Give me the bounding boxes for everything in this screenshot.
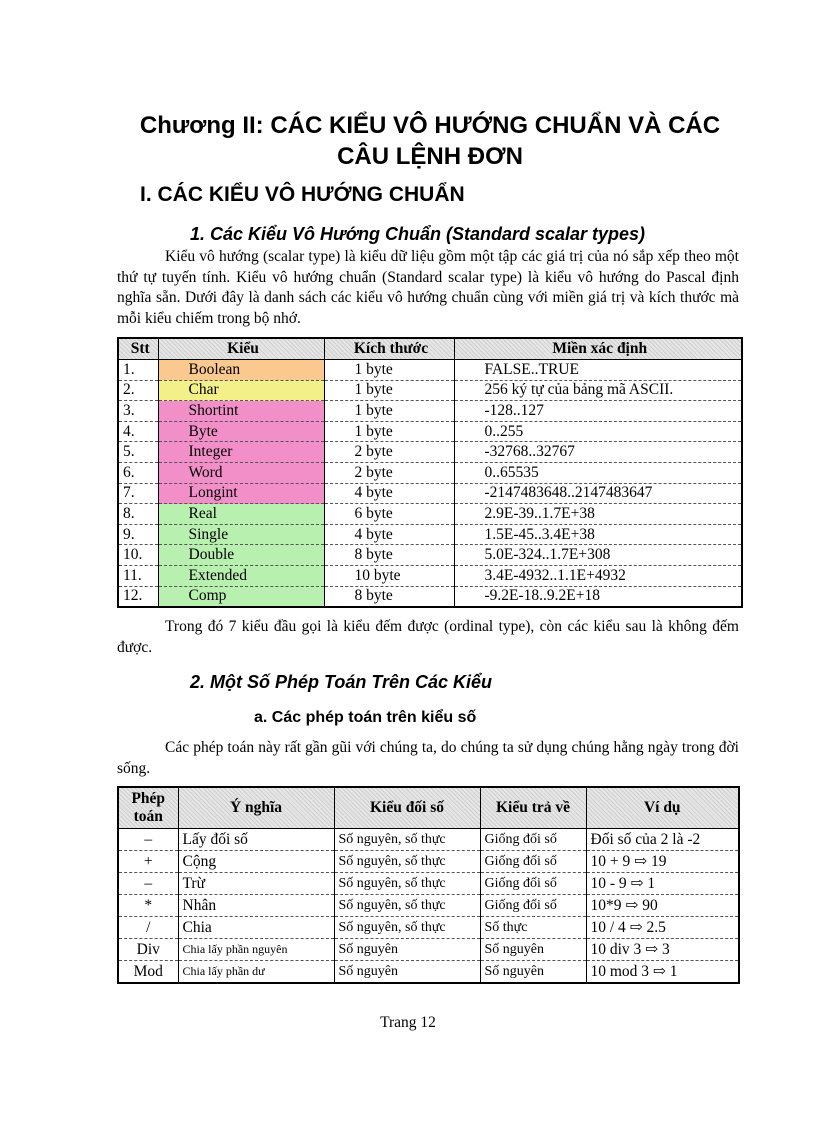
result-type-cell: Giống đối số — [480, 895, 586, 917]
table-row — [118, 483, 742, 504]
result-type-cell: Giống đối số — [480, 851, 586, 873]
operand-type-cell: Số nguyên, số thực — [334, 895, 480, 917]
header-y-nghia: Ý nghĩa — [178, 787, 334, 829]
result-type-cell: Số nguyên — [480, 939, 586, 961]
type-name-cell: Word — [158, 462, 324, 483]
operations-paragraph — [117, 738, 739, 779]
type-name-cell: Shortint — [158, 401, 324, 422]
table-row — [118, 401, 742, 422]
range-cell: 0..255 — [454, 421, 742, 442]
stt-cell: 11. — [118, 565, 158, 586]
size-cell: 10 byte — [324, 565, 454, 586]
subsection-2a-title: a. Các phép toán trên kiểu số — [254, 709, 477, 726]
operator-cell: Div — [118, 939, 178, 961]
stt-cell: 12. — [118, 586, 158, 607]
range-cell: 5.0E-324..1.7E+308 — [454, 545, 742, 566]
chapter-title-line2: CÂU LỆNH ĐƠN — [337, 143, 523, 170]
range-cell: 0..65535 — [454, 462, 742, 483]
meaning-cell: Chia lấy phần nguyên — [178, 939, 334, 961]
table-row — [118, 565, 742, 586]
operator-cell: * — [118, 895, 178, 917]
stt-cell: 6. — [118, 462, 158, 483]
operand-type-cell: Số nguyên, số thực — [334, 851, 480, 873]
operator-cell: / — [118, 917, 178, 939]
ordinal-paragraph — [117, 617, 739, 658]
operand-type-cell: Số nguyên — [334, 939, 480, 961]
stt-cell: 3. — [118, 401, 158, 422]
type-name-cell: Extended — [158, 565, 324, 586]
intro-paragraph — [117, 247, 739, 329]
numeric-operations-table — [117, 786, 740, 984]
header-phep-toan — [118, 787, 178, 829]
operations-paragraph-text: Các phép toán này rất gần gũi với chúng ta, do chúng ta sử dụng chúng hằng ngày trong đời sống. — [117, 739, 739, 777]
result-type-cell: Số nguyên — [480, 961, 586, 984]
table-row — [118, 873, 739, 895]
example-cell: Đối số của 2 là -2 — [586, 829, 739, 851]
range-cell: 2.9E-39..1.7E+38 — [454, 504, 742, 525]
subsection-1-title: 1. Các Kiểu Vô Hướng Chuẩn (Standard scalar types) — [190, 224, 646, 244]
type-name-cell: Integer — [158, 442, 324, 463]
chapter-title — [120, 110, 740, 172]
example-cell: 10 / 4 ⇨ 2.5 — [586, 917, 739, 939]
operator-cell: – — [118, 873, 178, 895]
header-kieu-doi-so: Kiểu đối số — [334, 787, 480, 829]
meaning-cell: Cộng — [178, 851, 334, 873]
table-header-row — [118, 338, 742, 360]
subsection-2-title: 2. Một Số Phép Toán Trên Các Kiểu — [190, 672, 493, 692]
table-row — [118, 421, 742, 442]
header-stt: Stt — [118, 338, 158, 360]
table-row — [118, 939, 739, 961]
example-cell: 10 + 9 ⇨ 19 — [586, 851, 739, 873]
table-row — [118, 504, 742, 525]
range-cell: FALSE..TRUE — [454, 360, 742, 381]
type-name-cell: Comp — [158, 586, 324, 607]
meaning-cell: Lấy đối số — [178, 829, 334, 851]
range-cell: -128..127 — [454, 401, 742, 422]
stt-cell: 7. — [118, 483, 158, 504]
result-type-cell: Giống đối số — [480, 829, 586, 851]
stt-cell: 5. — [118, 442, 158, 463]
table-row — [118, 545, 742, 566]
operand-type-cell: Số nguyên, số thực — [334, 917, 480, 939]
table-row — [118, 851, 739, 873]
ordinal-paragraph-text: Trong đó 7 kiểu đầu gọi là kiểu đếm được (ordinal type), còn các kiểu sau là không đếm được. — [117, 618, 739, 656]
table-row — [118, 917, 739, 939]
size-cell: 8 byte — [324, 586, 454, 607]
operand-type-cell: Số nguyên, số thực — [334, 873, 480, 895]
stt-cell: 4. — [118, 421, 158, 442]
meaning-cell: Chia — [178, 917, 334, 939]
header-phep-toan-line2: toán — [133, 808, 163, 825]
table-row — [118, 524, 742, 545]
table-row — [118, 442, 742, 463]
size-cell: 1 byte — [324, 380, 454, 401]
type-name-cell: Byte — [158, 421, 324, 442]
operator-cell: Mod — [118, 961, 178, 984]
table-row — [118, 462, 742, 483]
header-kich-thuoc: Kích thước — [324, 338, 454, 360]
size-cell: 6 byte — [324, 504, 454, 525]
example-cell: 10 div 3 ⇨ 3 — [586, 939, 739, 961]
table-row — [118, 360, 742, 381]
scalar-types-table — [117, 337, 743, 608]
range-cell: 3.4E-4932..1.1E+4932 — [454, 565, 742, 586]
stt-cell: 10. — [118, 545, 158, 566]
table-row — [118, 829, 739, 851]
page-number: Trang 12 — [380, 1014, 436, 1031]
meaning-cell: Chia lấy phần dư — [178, 961, 334, 984]
stt-cell: 8. — [118, 504, 158, 525]
type-name-cell: Boolean — [158, 360, 324, 381]
range-cell: 1.5E-45..3.4E+38 — [454, 524, 742, 545]
header-mien-xac-dinh: Miền xác định — [454, 338, 742, 360]
size-cell: 1 byte — [324, 360, 454, 381]
result-type-cell: Số thực — [480, 917, 586, 939]
type-name-cell: Double — [158, 545, 324, 566]
header-kieu: Kiểu — [158, 338, 324, 360]
size-cell: 1 byte — [324, 401, 454, 422]
table-row — [118, 961, 739, 984]
table-row — [118, 380, 742, 401]
result-type-cell: Giống đối số — [480, 873, 586, 895]
type-name-cell: Real — [158, 504, 324, 525]
stt-cell: 9. — [118, 524, 158, 545]
chapter-title-line1: Chương II: CÁC KIỂU VÔ HƯỚNG CHUẨN VÀ CÁC — [139, 112, 721, 139]
size-cell: 2 byte — [324, 442, 454, 463]
size-cell: 8 byte — [324, 545, 454, 566]
range-cell: -9.2E-18..9.2E+18 — [454, 586, 742, 607]
stt-cell: 2. — [118, 380, 158, 401]
intro-paragraph-text: Kiểu vô hướng (scalar type) là kiểu dữ liệu gồm một tập các giá trị của nó sắp xếp theo một thứ tự tuyến tính. Kiểu vô hướng chuẩn (Standard scalar type) là kiểu vô hướng do Pascal định nghĩa sẵn. Dưới đây là danh sách các kiểu vô hướng chuẩn cùng với miền giá trị và kích thước mà mỗi kiểu chiếm trong bộ nhớ. — [117, 248, 739, 327]
table-header-row — [118, 787, 739, 829]
size-cell: 1 byte — [324, 421, 454, 442]
example-cell: 10*9 ⇨ 90 — [586, 895, 739, 917]
example-cell: 10 - 9 ⇨ 1 — [586, 873, 739, 895]
header-vi-du: Ví dụ — [586, 787, 739, 829]
range-cell: -2147483648..2147483647 — [454, 483, 742, 504]
size-cell: 2 byte — [324, 462, 454, 483]
type-name-cell: Char — [158, 380, 324, 401]
header-kieu-tra-ve: Kiểu trả về — [480, 787, 586, 829]
size-cell: 4 byte — [324, 483, 454, 504]
range-cell: 256 ký tự của bảng mã ASCII. — [454, 380, 742, 401]
table-row — [118, 586, 742, 607]
meaning-cell: Trừ — [178, 873, 334, 895]
meaning-cell: Nhân — [178, 895, 334, 917]
type-name-cell: Longint — [158, 483, 324, 504]
stt-cell: 1. — [118, 360, 158, 381]
section-title: I. CÁC KIỂU VÔ HƯỚNG CHUẨN — [140, 183, 465, 206]
type-name-cell: Single — [158, 524, 324, 545]
example-cell: 10 mod 3 ⇨ 1 — [586, 961, 739, 984]
table-row — [118, 895, 739, 917]
operator-cell: + — [118, 851, 178, 873]
operand-type-cell: Số nguyên — [334, 961, 480, 984]
header-phep-toan-line1: Phép — [131, 790, 166, 807]
operator-cell: – — [118, 829, 178, 851]
range-cell: -32768..32767 — [454, 442, 742, 463]
operand-type-cell: Số nguyên, số thực — [334, 829, 480, 851]
size-cell: 4 byte — [324, 524, 454, 545]
